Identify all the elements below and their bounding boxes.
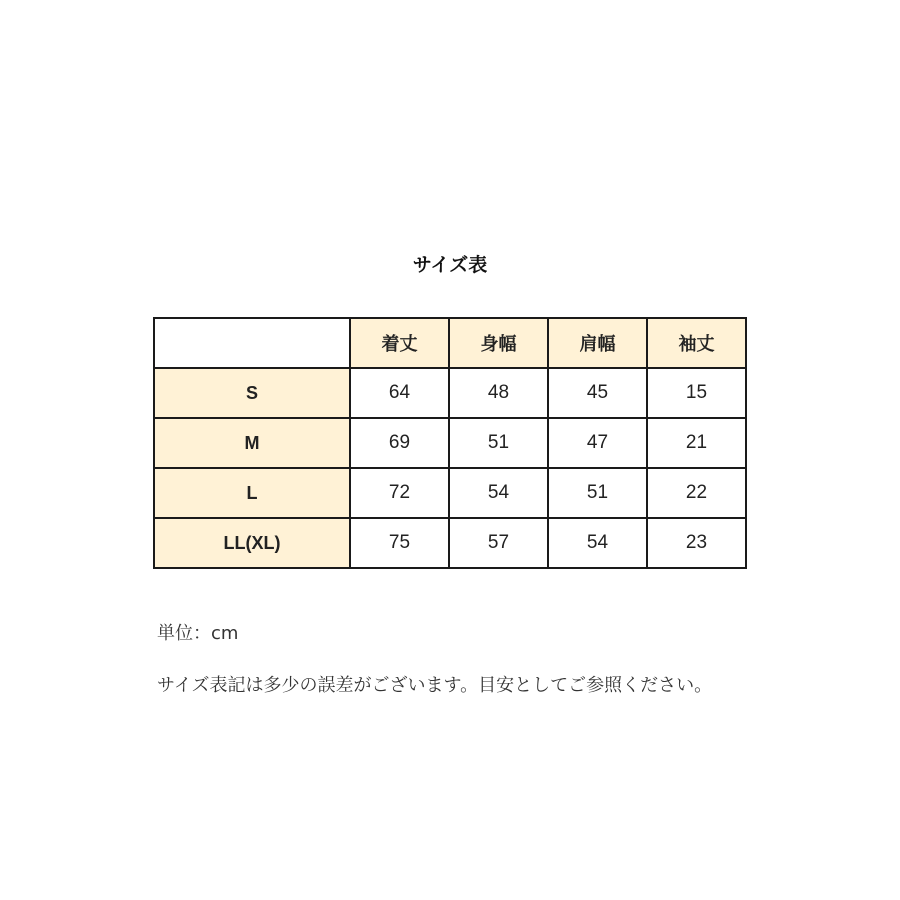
table-cell: 22 bbox=[647, 468, 746, 518]
row-label-l: L bbox=[154, 468, 350, 518]
size-table bbox=[153, 317, 747, 569]
table-cell: 48 bbox=[449, 368, 548, 418]
table-row bbox=[154, 368, 746, 418]
table-cell: 64 bbox=[350, 368, 449, 418]
table-header-row bbox=[154, 318, 746, 368]
column-header-sleeve: 袖丈 bbox=[647, 318, 746, 368]
size-disclaimer: サイズ表記は多少の誤差がございます。目安としてご参照ください。 bbox=[157, 675, 713, 696]
table-cell: 54 bbox=[548, 518, 647, 568]
column-header-width: 身幅 bbox=[449, 318, 548, 368]
table-cell: 75 bbox=[350, 518, 449, 568]
page-title: サイズ表 bbox=[412, 254, 488, 276]
row-label-m: M bbox=[154, 418, 350, 468]
table-cell: 15 bbox=[647, 368, 746, 418]
table-cell: 72 bbox=[350, 468, 449, 518]
table-cell: 51 bbox=[449, 418, 548, 468]
table-cell: 54 bbox=[449, 468, 548, 518]
table-row bbox=[154, 518, 746, 568]
column-header-shoulder: 肩幅 bbox=[548, 318, 647, 368]
table-cell: 51 bbox=[548, 468, 647, 518]
row-label-s: S bbox=[154, 368, 350, 418]
table-corner-cell bbox=[154, 318, 350, 368]
table-cell: 21 bbox=[647, 418, 746, 468]
table-cell: 45 bbox=[548, 368, 647, 418]
table-cell: 69 bbox=[350, 418, 449, 468]
table-cell: 47 bbox=[548, 418, 647, 468]
table-cell: 23 bbox=[647, 518, 746, 568]
column-header-length: 着丈 bbox=[350, 318, 449, 368]
table-cell: 57 bbox=[449, 518, 548, 568]
table-row bbox=[154, 468, 746, 518]
row-label-ll: LL(XL) bbox=[154, 518, 350, 568]
table-row bbox=[154, 418, 746, 468]
unit-note: 単位：cm bbox=[157, 623, 239, 644]
